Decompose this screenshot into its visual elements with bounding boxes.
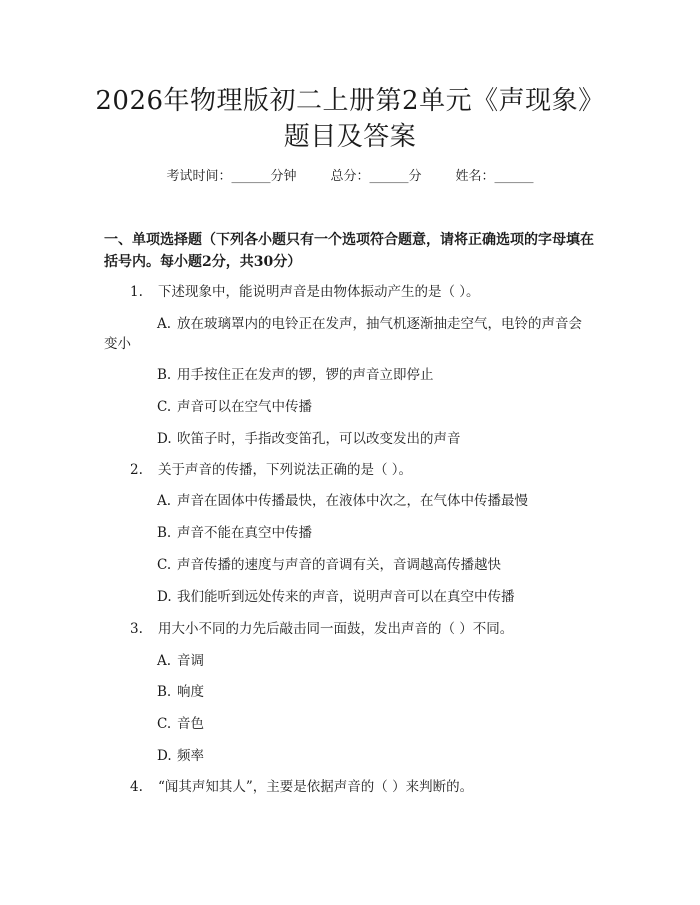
question-3-option-c bbox=[157, 714, 204, 734]
question-2-option-d bbox=[157, 587, 515, 607]
student-name-label: 姓名：______ bbox=[455, 169, 534, 184]
question-number: 2. bbox=[130, 462, 143, 478]
question-1-option-a bbox=[157, 314, 582, 334]
question-3 bbox=[130, 619, 513, 639]
question-stem: “闻其声知其人”，主要是依据声音的（ ）来判断的。 bbox=[158, 779, 474, 795]
question-3-option-a bbox=[157, 651, 204, 671]
option-letter: A. bbox=[157, 653, 172, 669]
exam-meta bbox=[0, 168, 700, 186]
question-stem: 下述现象中，能说明声音是由物体振动产生的是（ ）。 bbox=[158, 284, 480, 300]
option-letter: A. bbox=[157, 493, 172, 509]
option-text: 音调 bbox=[177, 653, 204, 669]
question-4 bbox=[130, 777, 473, 797]
option-letter: D. bbox=[157, 431, 172, 447]
option-letter: C. bbox=[157, 716, 172, 732]
total-score-label: 总分：______分 bbox=[330, 169, 422, 184]
question-number: 1. bbox=[130, 284, 143, 300]
option-letter: A. bbox=[157, 316, 172, 332]
section-heading bbox=[104, 229, 604, 273]
option-letter: C. bbox=[157, 399, 172, 415]
option-letter: B. bbox=[157, 525, 172, 541]
question-3-option-d bbox=[157, 746, 204, 766]
question-2 bbox=[130, 460, 412, 480]
option-text: 放在玻璃罩内的电铃正在发声，抽气机逐渐抽走空气，电铃的声音会 bbox=[177, 316, 582, 332]
option-text: 吹笛子时，手指改变笛孔，可以改变发出的声音 bbox=[177, 431, 461, 447]
question-2-option-a bbox=[157, 491, 528, 511]
option-text: 用手按住正在发声的锣，锣的声音立即停止 bbox=[177, 367, 434, 383]
option-text: 我们能听到远处传来的声音，说明声音可以在真空中传播 bbox=[177, 589, 515, 605]
option-text: 声音传播的速度与声音的音调有关，音调越高传播越快 bbox=[177, 557, 501, 573]
question-2-option-b bbox=[157, 523, 312, 543]
option-letter: D. bbox=[157, 589, 172, 605]
option-letter: B. bbox=[157, 367, 172, 383]
question-1-option-c bbox=[157, 397, 312, 417]
question-stem: 用大小不同的力先后敲击同一面鼓，发出声音的（ ）不同。 bbox=[158, 621, 514, 637]
page-title-line1: 2026年物理版初二上册第2单元《声现象》 bbox=[95, 86, 605, 116]
option-letter: C. bbox=[157, 557, 172, 573]
section-heading-line2: 括号内。每小题2分，共30分） bbox=[104, 254, 302, 270]
option-text: 响度 bbox=[177, 684, 204, 700]
question-number: 4. bbox=[130, 779, 143, 795]
question-1-option-b bbox=[157, 365, 434, 385]
question-2-option-c bbox=[157, 555, 501, 575]
option-text: 频率 bbox=[177, 748, 204, 764]
option-text: 声音可以在空气中传播 bbox=[177, 399, 312, 415]
question-stem: 关于声音的传播，下列说法正确的是（ ）。 bbox=[158, 462, 413, 478]
question-1 bbox=[130, 282, 480, 302]
section-heading-line1: 一、单项选择题（下列各小题只有一个选项符合题意，请将正确选项的字母填在 bbox=[104, 232, 594, 248]
exam-time-label: 考试时间：______分钟 bbox=[166, 169, 297, 184]
question-number: 3. bbox=[130, 621, 143, 637]
question-1-option-a-continued: 变小 bbox=[104, 336, 131, 352]
question-1-option-d bbox=[157, 429, 461, 449]
option-text: 音色 bbox=[177, 716, 204, 732]
page-title-line2: 题目及答案 bbox=[283, 122, 417, 152]
option-letter: D. bbox=[157, 748, 172, 764]
question-3-option-b bbox=[157, 682, 204, 702]
option-text: 声音不能在真空中传播 bbox=[177, 525, 312, 541]
option-text: 声音在固体中传播最快，在液体中次之，在气体中传播最慢 bbox=[177, 493, 528, 509]
option-letter: B. bbox=[157, 684, 172, 700]
